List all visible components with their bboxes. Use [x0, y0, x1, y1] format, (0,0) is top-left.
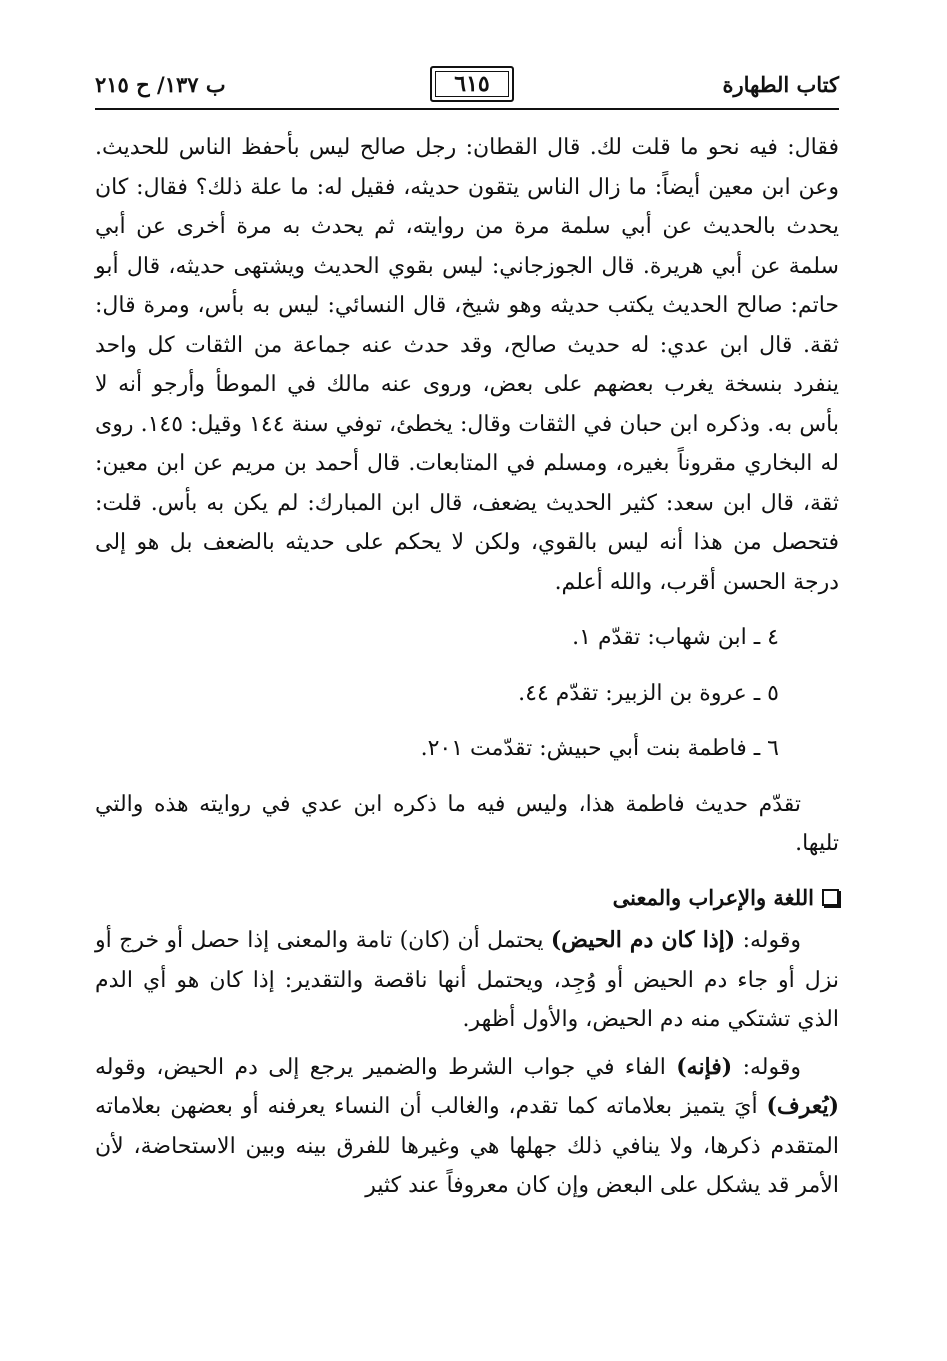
book-title: كتاب الطهارة [722, 72, 839, 97]
narrator-item: ٦ ـ فاطمة بنت أبي حبيش: تقدّمت ٢٠١. [420, 736, 779, 761]
spacer [95, 658, 839, 674]
hadith-reference: ب ١٣٧/ ح ٢١٥ [95, 72, 226, 97]
checkbox-square-icon [822, 889, 839, 906]
spacer [95, 713, 839, 729]
spacer [95, 769, 839, 785]
text-span: وقوله: [732, 1054, 801, 1080]
page-body [95, 128, 839, 1206]
text-span: الفاء في جواب الشرط والضمير يرجع إلى دم الحيض، وقوله [95, 1054, 677, 1080]
paragraph-language-1 [95, 921, 839, 1040]
page-number-frame: ٦١٥ [430, 66, 514, 102]
section-heading [95, 878, 839, 918]
page-header [95, 62, 839, 112]
text-span: يحتمل أن (كان) تامة والمعنى إذا حصل أو خرج أو نزل أو جاء دم الحيض أو وُجِد، ويحتمل أنها ناقصة والتقدير: إذا كان هو أي الدم الذي تشتكي منه دم الحيض، والأول أظهر. [95, 928, 839, 1032]
quoted-phrase: (إذا كان دم الحيض) [550, 927, 736, 953]
header-divider [95, 108, 839, 110]
text-span: وقوله: [735, 928, 801, 953]
paragraph-narrator-bio: فقال: فيه نحو ما قلت لك. قال القطان: رجل صالح ليس بأحفظ الناس للحديث. وعن ابن معين أيضاً: ما زال الناس يتقون حديثه، فقيل له: ما علة ذلك؟ فقال: كان يحدث بالحديث عن أبي سلمة مرة من روايته، ثم يحدث به مرة أخرى عن أبي سلمة عن أبي هريرة. قال الجوزجاني: ليس بقوي الحديث ويشتهى حديثه، قال أبو حاتم: صالح الحديث يكتب حديثه وهو شيخ، قال النسائي: ليس به بأس، ومرة قال: ثقة. قال ابن عدي: له حديث صالح، وقد حدث عنه جماعة من الثقات كل واحد ينفرد بنسخة يغرب بعضهم على بعض، وروى عنه مالك في الموطأ وأرجو أنه لا بأس به. وذكره ابن حبان في الثقات وقال: يخطئ، توفي سنة ١٤٤ وقيل: ١٤٥. روى له البخاري مقروناً بغيره، ومسلم في المتابعات. قال أحمد بن مريم عن ابن معين: ثقة، قال ابن سعد: كثير الحديث يضعف، قال ابن المبارك: لم يكن به بأس. قلت: فتحصل من هذا أنه ليس بالقوي، ولكن لا يحكم على حديثه بالضعف بل هو إلى درجة الحسن أقرب، والله أعلم. [95, 135, 840, 595]
text-span: أيَ يتميز بعلاماته كما تقدم، والغالب أن النساء يعرفنه أو بعضهن بعلاماته المتقدم ذكرها، ولا ينافي ذلك جهلها هي وغيرها للفرق بينه وبين الاستحاضة، لأن الأمر قد يشكل على البعض وإن كان معروفاً عند كثير [95, 1094, 839, 1198]
section-heading-text: اللغة والإعراب والمعنى [612, 884, 814, 910]
paragraph-note: تقدّم حديث فاطمة هذا، وليس فيه ما ذكره ابن عدي في روايته هذه والتي تليها. [95, 791, 839, 856]
narrator-item: ٤ ـ ابن شهاب: تقدّم ١. [572, 625, 779, 650]
spacer [95, 1040, 839, 1048]
narrator-item: ٥ ـ عروة بن الزبير: تقدّم ٤٤. [518, 680, 779, 706]
spacer [95, 602, 839, 618]
quoted-phrase: (فإنه) [676, 1053, 733, 1080]
quoted-phrase: (يُعرف) [766, 1093, 839, 1119]
paragraph-language-2 [95, 1048, 839, 1206]
